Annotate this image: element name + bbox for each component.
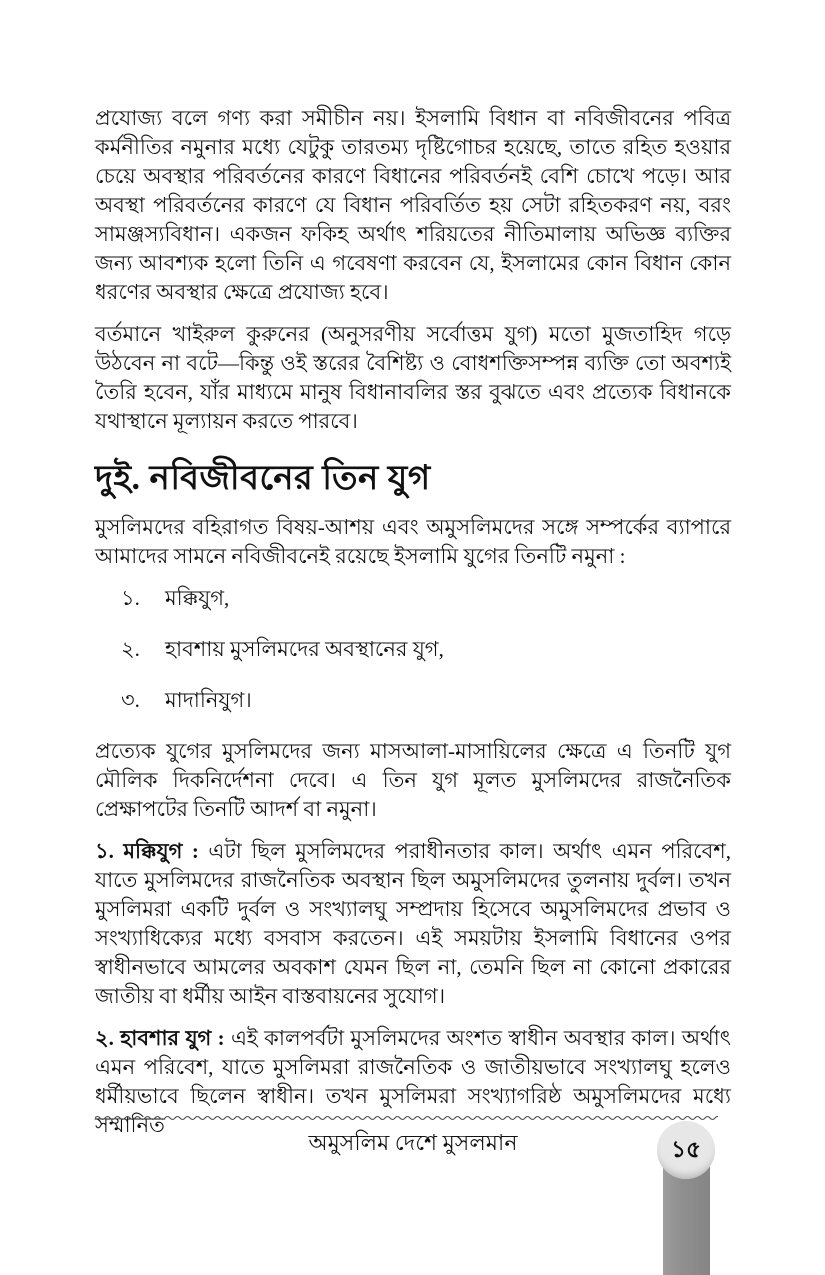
section-heading: দুই. নবিজীবনের তিন যুগ	[95, 460, 431, 497]
list-item-text: মাদানিযুগ।	[165, 688, 252, 712]
list-item-number: ৩.	[121, 688, 140, 712]
page-number: ১৫	[671, 1136, 701, 1162]
footer-book-title: অমুসলিম দেশে মুসলমান	[308, 1130, 518, 1155]
paragraph-3: মুসলিমদের বহিরাগত বিষয়-আশয় এবং অমুসলিমদের সঙ্গে সম্পর্কের ব্যাপারে আমাদের সামনে নবিজীবনেই রয়েছে ইসলামি যুগের তিনটি নমুনা :	[95, 515, 731, 568]
list-item-number: ২.	[121, 637, 140, 661]
footer-wavy-rule	[95, 1113, 718, 1123]
list-item	[95, 686, 731, 715]
paragraph-1: প্রযোজ্য বলে গণ্য করা সমীচীন নয়। ইসলামি বিধান বা নবিজীবনের পবিত্র কর্মনীতির নমুনার মধ্যে যেটুকু তারতম্য দৃষ্টিগোচর হয়েছে, তাতে রহিত হওয়ার চেয়ে অবস্থার পরিবর্তনের কারণে বিধানের পরিবর্তনই বেশি চোখে পড়ে। আর অবস্থা পরিবর্তনের কারণে যে বিধান পরিবর্তিত হয় সেটা রহিতকরণ নয়, বরং সামঞ্জস্যবিধান। একজন ফকিহ অর্থাৎ শরিয়তের নীতিমালায় অভিজ্ঞ ব্যক্তির জন্য আবশ্যক হলো তিনি এ গবেষণা করবেন যে, ইসলামের কোন বিধান কোন ধরণের অবস্থার ক্ষেত্রে প্রযোজ্য হবে।	[95, 106, 731, 304]
paragraph-5	[95, 837, 731, 1011]
paragraph-4: প্রত্যেক যুগের মুসলিমদের জন্য মাসআলা-মাসায়িলের ক্ষেত্রে এ তিনটি যুগ মৌলিক দিকনির্দেশনা দেবে। এ তিন যুগ মূলত মুসলিমদের রাজনৈতিক প্রেক্ষাপটের তিনটি আদর্শ বা নমুনা।	[95, 739, 731, 821]
page-body	[95, 104, 731, 1153]
era-list	[95, 584, 731, 715]
list-item-number: ১.	[121, 586, 140, 610]
footer-wavy-rule-path	[95, 1117, 718, 1120]
list-item	[95, 635, 731, 664]
list-item-text: হাবশায় মুসলিমদের অবস্থানের যুগ,	[165, 637, 444, 661]
paragraph-6-text: এই কালপর্বটা মুসলিমদের অংশত স্বাধীন অবস্থার কাল। অর্থাৎ এমন পরিবেশ, যাতে মুসলিমরা রাজনৈতিক ও জাতীয়ভাবে সংখ্যালঘু হলেও ধর্মীয়ভাবে ছিলেন স্বাধীন। তখন মুসলিমরা সংখ্যাগরিষ্ঠ অমুসলিমদের মধ্যে সম্মানিত	[95, 1026, 731, 1137]
list-item	[95, 584, 731, 613]
paragraph-5-text: এটা ছিল মুসলিমদের পরাধীনতার কাল। অর্থাৎ এমন পরিবেশ, যাতে মুসলিমদের রাজনৈতিক অবস্থান ছিল অমুসলিমদের তুলনায় দুর্বল। তখন মুসলিমরা একটি দুর্বল ও সংখ্যালঘু সম্প্রদায় হিসেবে অমুসলিমদের প্রভাব ও সংখ্যাধিক্যের মধ্যে বসবাস করতেন। এই সময়টায় ইসলামি বিধানের ওপর স্বাধীনভাবে আমলের অবকাশ যেমন ছিল না, তেমনি ছিল না কোনো প্রকারের জাতীয় বা ধর্মীয় আইন বাস্তবায়নের সুযোগ।	[95, 839, 731, 1008]
paragraph-5-lead: ১. মক্কিযুগ :	[95, 839, 199, 863]
paragraph-2: বর্তমানে খাইরুল কুরুনের (অনুসরণীয় সর্বোত্তম যুগ) মতো মুজতাহিদ গড়ে উঠবেন না বটে—কিন্তু ওই স্তরের বৈশিষ্ট্য ও বোধশক্তিসম্পন্ন ব্যক্তি তো অবশ্যই তৈরি হবেন, যাঁর মাধ্যমে মানুষ বিধানাবলির স্তর বুঝতে এবং প্রত্যেক বিধানকে যথাস্থানে মূল্যায়ন করতে পারবে।	[95, 322, 731, 433]
page-number-badge	[657, 1121, 715, 1179]
list-item-text: মক্কিযুগ,	[165, 586, 230, 610]
paragraph-6-lead: ২. হাবশার যুগ :	[95, 1026, 225, 1050]
